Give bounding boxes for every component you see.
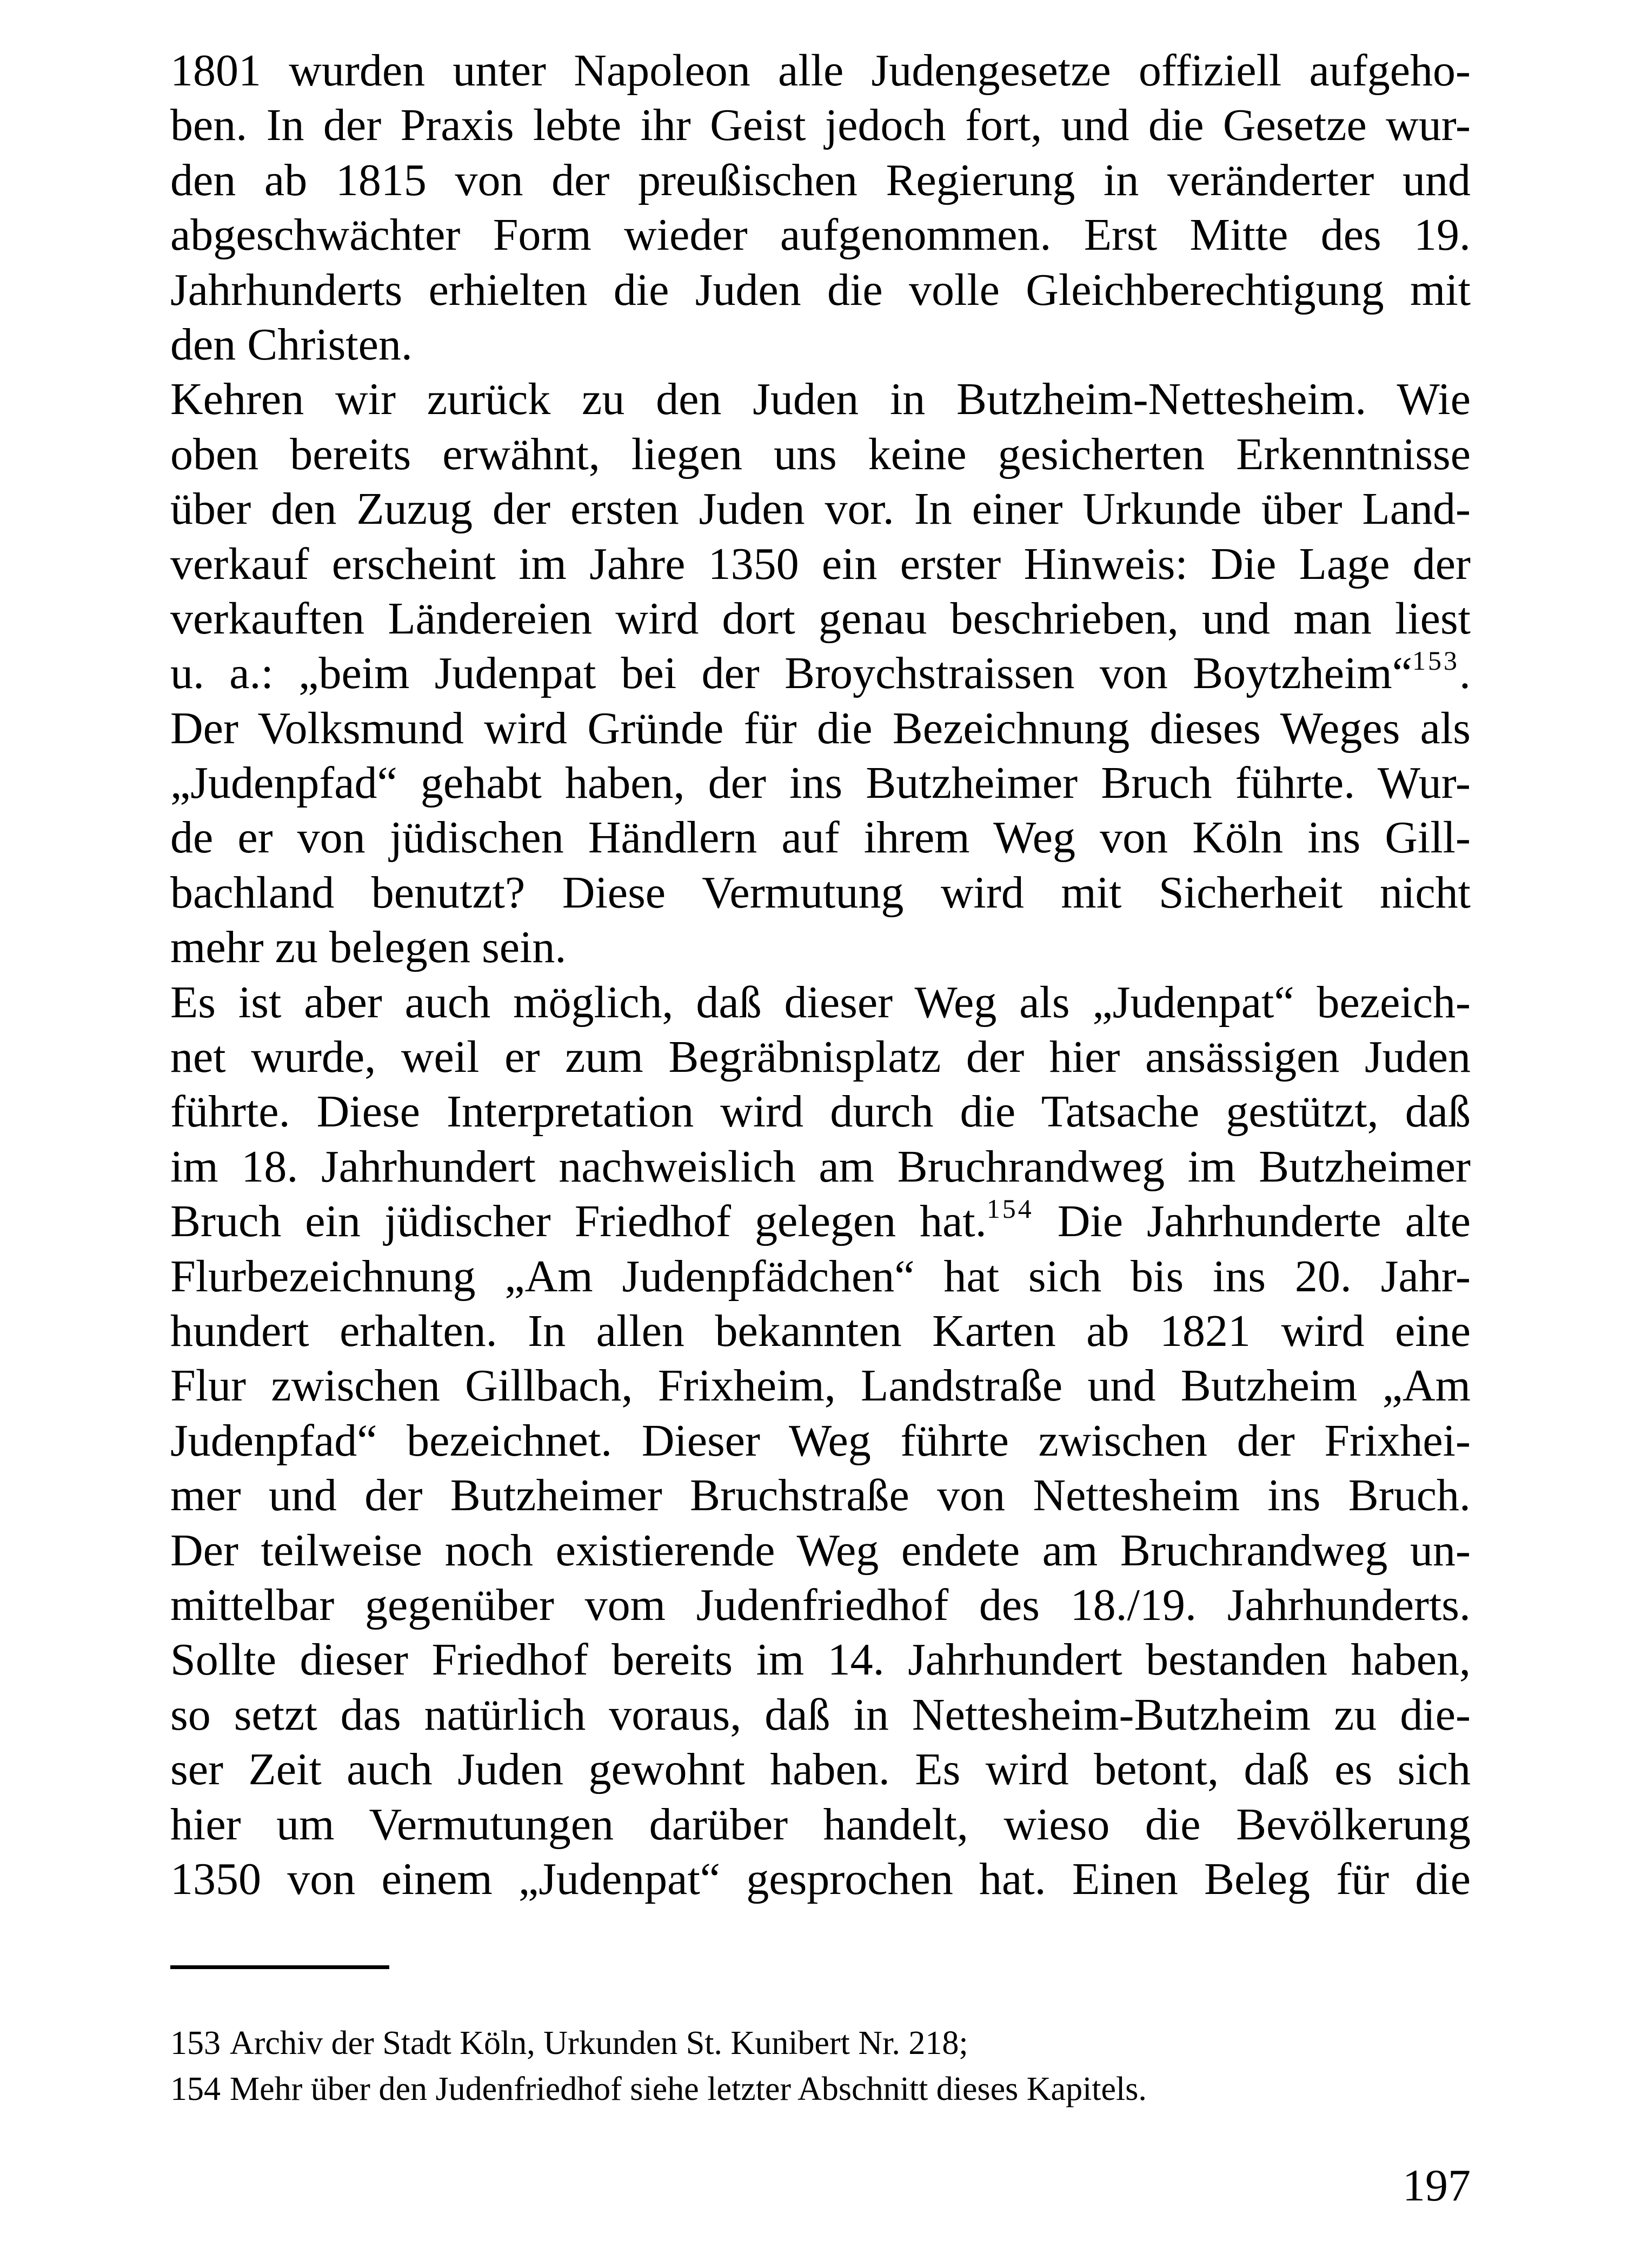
footnote-text: Mehr über den Judenfriedhof siehe letzter Abschnitt dieses Kapitels.	[230, 2071, 1147, 2107]
text-line	[170, 1304, 1471, 1358]
footnote-number: 153	[170, 2025, 221, 2062]
text-line-content: hier um Vermutungen darüber handelt, wieso die Bevölkerung	[170, 1799, 1471, 1850]
text-line	[170, 1194, 1471, 1249]
text-line-content: Die Jahrhunderte alte	[1033, 1196, 1471, 1247]
text-line-content: Es ist aber auch möglich, daß dieser Weg als „Judenpat“ bezeich-	[170, 977, 1471, 1028]
body-text	[170, 43, 1471, 1906]
text-line-content: Judenpfad“ bezeichnet. Dieser Weg führte zwischen der Frixhei-	[170, 1415, 1471, 1466]
text-line-content: ben. In der Praxis lebte ihr Geist jedoch fort, und die Gesetze wur-	[170, 100, 1471, 151]
text-line	[170, 1413, 1471, 1468]
text-line-content: Flur zwischen Gillbach, Frixheim, Landstraße und Butzheim „Am	[170, 1360, 1471, 1411]
text-line-content: führte. Diese Interpretation wird durch die Tatsache gestützt, daß	[170, 1086, 1471, 1137]
text-line-content: „Judenpfad“ gehabt haben, der ins Butzheimer Bruch führte. Wur-	[170, 758, 1471, 809]
text-line-content: abgeschwächter Form wieder aufgenommen. Erst Mitte des 19.	[170, 210, 1471, 261]
text-line-content: oben bereits erwähnt, liegen uns keine gesicherten Erkenntnisse	[170, 429, 1471, 479]
footnote-reference: 154	[986, 1193, 1034, 1224]
text-line	[170, 1687, 1471, 1742]
footnote-text: Archiv der Stadt Köln, Urkunden St. Kunibert Nr. 218;	[230, 2025, 968, 2062]
text-line	[170, 1084, 1471, 1139]
footnote	[170, 2067, 1147, 2111]
text-line-content: so setzt das natürlich voraus, daß in Nettesheim-Butzheim zu die-	[170, 1689, 1471, 1740]
text-line	[170, 537, 1471, 591]
text-line-content: Kehren wir zurück zu den Juden in Butzheim-Nettesheim. Wie	[170, 374, 1471, 425]
text-line-content: verkauf erscheint im Jahre 1350 ein erster Hinweis: Die Lage der	[170, 538, 1471, 589]
text-line-content: mehr zu belegen sein.	[170, 922, 567, 973]
text-line	[170, 1632, 1471, 1687]
text-line-content: den ab 1815 von der preußischen Regierung in veränderter und	[170, 155, 1471, 205]
text-line	[170, 1578, 1471, 1632]
text-line	[170, 427, 1471, 482]
text-line-content: u. a.: „beim Judenpat bei der Broychstraissen von Boytzheim“	[170, 648, 1412, 699]
footnote-reference: 153	[1412, 645, 1459, 676]
text-line-content: den Christen.	[170, 319, 413, 370]
text-line	[170, 1523, 1471, 1578]
text-line	[170, 591, 1471, 646]
text-line	[170, 1249, 1471, 1304]
text-line	[170, 263, 1471, 317]
text-line-content: ser Zeit auch Juden gewohnt haben. Es wird betont, daß es sich	[170, 1744, 1471, 1795]
text-line-content: verkauften Ländereien wird dort genau beschrieben, und man liest	[170, 593, 1471, 644]
text-line	[170, 756, 1471, 810]
text-line-content: Der teilweise noch existierende Weg endete am Bruchrandweg un-	[170, 1525, 1471, 1576]
text-line-content: .	[1459, 648, 1471, 699]
text-line-content: Sollte dieser Friedhof bereits im 14. Jahrhundert bestanden haben,	[170, 1635, 1471, 1685]
text-line	[170, 317, 1471, 372]
text-line-content: de er von jüdischen Händlern auf ihrem Weg von Köln ins Gill-	[170, 812, 1471, 863]
text-line	[170, 975, 1471, 1030]
text-line-content: über den Zuzug der ersten Juden vor. In einer Urkunde über Land-	[170, 484, 1471, 535]
text-line-content: 1801 wurden unter Napoleon alle Judengesetze offiziell aufgeho-	[170, 45, 1471, 96]
text-line	[170, 646, 1471, 701]
text-line-content: im 18. Jahrhundert nachweislich am Bruchrandweg im Butzheimer	[170, 1141, 1471, 1192]
text-line	[170, 1358, 1471, 1413]
text-line	[170, 1468, 1471, 1523]
text-line-content: mittelbar gegenüber vom Judenfriedhof des 18./19. Jahrhunderts.	[170, 1579, 1471, 1630]
text-line-content: Der Volksmund wird Gründe für die Bezeichnung dieses Weges als	[170, 703, 1471, 753]
page-number: 197	[1403, 2160, 1471, 2211]
text-line-content: Bruch ein jüdischer Friedhof gelegen hat.	[170, 1196, 987, 1247]
text-line	[170, 701, 1471, 756]
footnote	[170, 2022, 968, 2065]
text-line-content: 1350 von einem „Judenpat“ gesprochen hat. Einen Beleg für die	[170, 1853, 1471, 1904]
text-line-content: net wurde, weil er zum Begräbnisplatz der hier ansässigen Juden	[170, 1032, 1471, 1083]
footnote-separator	[170, 1965, 389, 1969]
text-line	[170, 1139, 1471, 1194]
text-line	[170, 865, 1471, 920]
text-line-content: bachland benutzt? Diese Vermutung wird mit Sicherheit nicht	[170, 867, 1471, 918]
text-line	[170, 1797, 1471, 1852]
text-line	[170, 372, 1471, 426]
text-line	[170, 43, 1471, 98]
text-line	[170, 1852, 1471, 1906]
text-line	[170, 153, 1471, 208]
text-line	[170, 920, 1471, 975]
text-line	[170, 1742, 1471, 1797]
footnote-number: 154	[170, 2071, 221, 2107]
text-line-content: mer und der Butzheimer Bruchstraße von Nettesheim ins Bruch.	[170, 1470, 1471, 1521]
text-line	[170, 98, 1471, 152]
text-line-content: Flurbezeichnung „Am Judenpfädchen“ hat sich bis ins 20. Jahr-	[170, 1251, 1471, 1302]
text-line	[170, 482, 1471, 536]
text-line	[170, 1030, 1471, 1084]
text-line	[170, 810, 1471, 865]
text-line-content: Jahrhunderts erhielten die Juden die volle Gleichberechtigung mit	[170, 264, 1471, 315]
text-line-content: hundert erhalten. In allen bekannten Karten ab 1821 wird eine	[170, 1305, 1471, 1356]
text-line	[170, 208, 1471, 262]
